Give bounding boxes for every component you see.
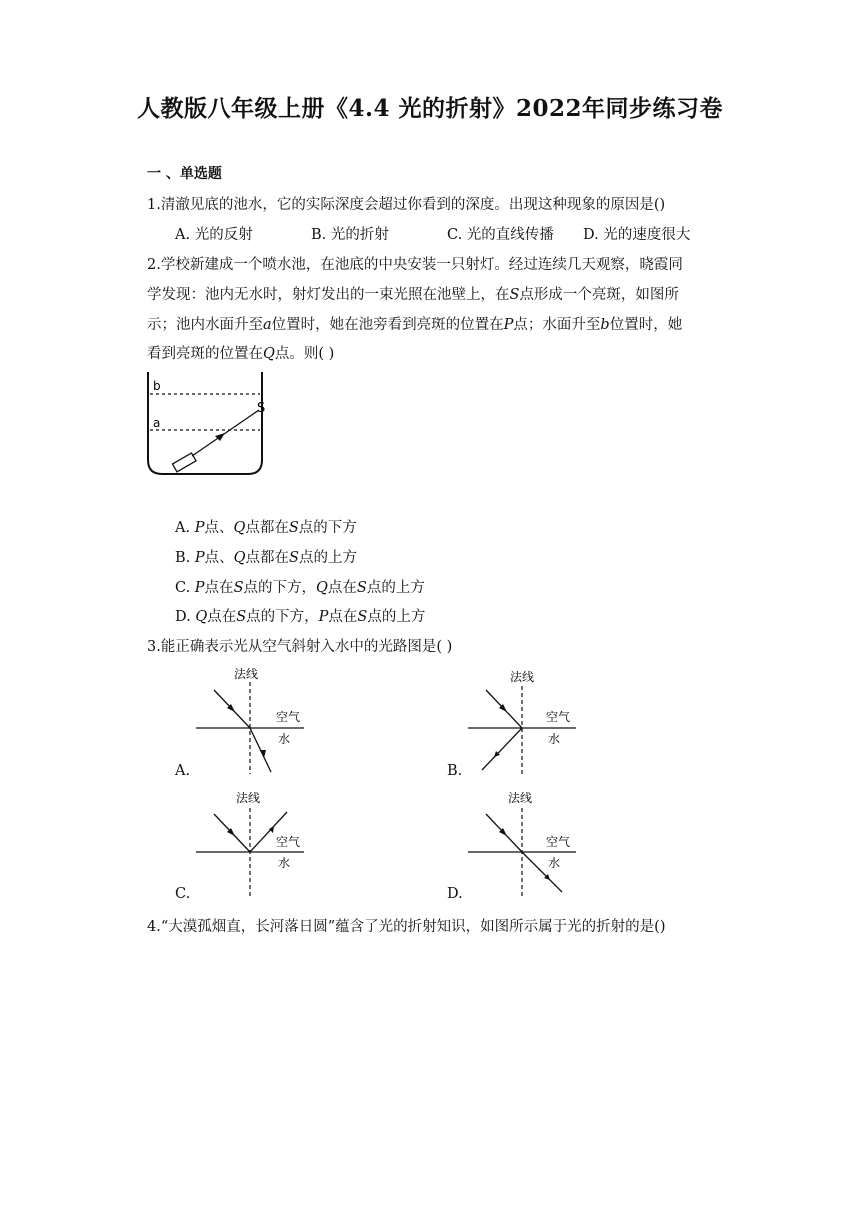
question-1-option-b[interactable]: B. 光的折射	[311, 227, 389, 243]
question-2-option-b[interactable]: B. P点、Q点都在S点的上方	[175, 550, 357, 566]
section-heading: 一 、单选题	[147, 166, 222, 182]
question-2-option-c[interactable]: C. P点在S点的下方，Q点在S点的上方	[175, 580, 425, 596]
air-label: 空气	[276, 835, 301, 849]
question-2-option-d[interactable]: D. Q点在S点的下方，P点在S点的上方	[175, 609, 426, 625]
air-label: 空气	[276, 710, 301, 724]
pool-figure	[140, 370, 275, 482]
point-s-label: S	[257, 401, 266, 416]
question-1-option-c[interactable]: C. 光的直线传播	[447, 227, 554, 243]
normal-label: 法线	[510, 670, 535, 684]
arrow-icon	[269, 826, 274, 833]
question-3-option-d[interactable]: D.	[447, 886, 463, 902]
air-label: 空气	[546, 835, 571, 849]
arrow-icon	[260, 750, 266, 758]
normal-label: 法线	[508, 791, 533, 805]
water-label: 水	[278, 732, 291, 746]
question-3-option-c[interactable]: C.	[175, 886, 191, 902]
diagram-a	[190, 662, 310, 780]
water-label: 水	[548, 732, 561, 746]
normal-label: 法线	[236, 791, 261, 805]
normal-label: 法线	[234, 667, 259, 681]
question-3-option-b[interactable]: B.	[447, 763, 463, 779]
question-2-option-a[interactable]: A. P点、Q点都在S点的下方	[175, 520, 357, 536]
water-label: 水	[278, 856, 291, 870]
question-1-stem: 1.清澈见底的池水，它的实际深度会超过你看到的深度。出现这种现象的原因是()	[147, 197, 666, 213]
water-level-a-label: a	[153, 416, 161, 430]
water-label: 水	[548, 856, 561, 870]
question-3-stem: 3.能正确表示光从空气斜射入水中的光路图是( )	[147, 639, 453, 655]
water-level-b-label: b	[153, 379, 161, 393]
diagram-c	[190, 786, 310, 900]
question-1-option-a[interactable]: A. 光的反射	[175, 227, 253, 243]
refracted-ray	[482, 728, 522, 770]
question-2-line-1: 2.学校新建成一个喷水池，在池底的中央安装一只射灯。经过连续几天观察，晓霞同	[147, 257, 683, 273]
question-3-option-a[interactable]: A.	[175, 763, 191, 779]
question-2-line-2: 学发现：池内无水时，射灯发出的一束光照在池壁上，在S点形成一个亮斑，如图所	[147, 287, 679, 303]
question-2-line-4: 看到亮斑的位置在Q点。则( )	[147, 346, 335, 362]
question-1-option-d[interactable]: D. 光的速度很大	[583, 227, 691, 243]
air-label: 空气	[546, 710, 571, 724]
question-2-line-3: 示；池内水面升至a位置时，她在池旁看到亮斑的位置在P点；水面升至b位置时，她	[147, 317, 683, 333]
diagram-b	[462, 662, 582, 780]
question-4-stem: 4.“大漠孤烟直，长河落日圆”蕴含了光的折射知识，如图所示属于光的折射的是()	[147, 919, 666, 935]
light-ray	[192, 410, 259, 456]
diagram-d	[462, 786, 582, 900]
page-title: 人教版八年级上册《4.4 光的折射》2022年同步练习卷	[136, 95, 724, 122]
